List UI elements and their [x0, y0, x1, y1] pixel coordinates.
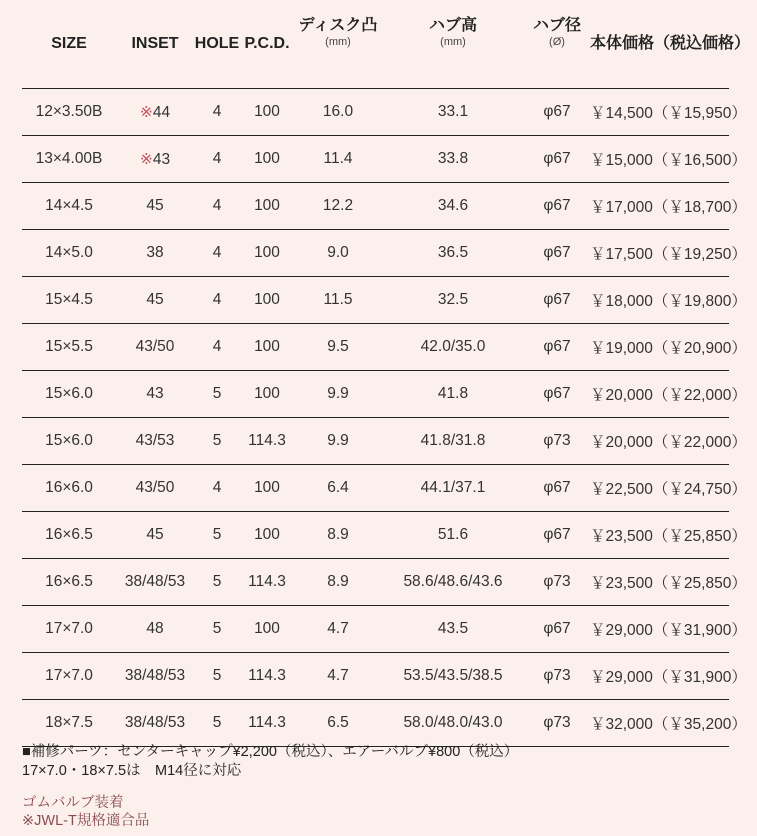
cell-hub-height: 43.5	[382, 606, 524, 653]
cell-size: 17×7.0	[22, 653, 116, 700]
cell-disk: 11.4	[294, 136, 382, 183]
table-row	[22, 89, 729, 136]
cell-hub-height: 53.5/43.5/38.5	[382, 653, 524, 700]
note-repair-parts: ■補修パーツ：センターキャップ¥2,200（税込）、エアーバルブ¥800（税込）	[22, 744, 519, 760]
cell-price: ￥14,500（￥15,950）	[590, 89, 729, 136]
cell-inset	[116, 277, 194, 324]
cell-pcd: 100	[240, 136, 294, 183]
cell-size: 18×7.5	[22, 700, 116, 747]
inset-value: 48	[146, 620, 164, 637]
header-disk-unit: (mm)	[325, 35, 351, 48]
cell-pcd: 100	[240, 465, 294, 512]
cell-hub-dia: φ73	[524, 418, 590, 465]
cell-price: ￥22,500（￥24,750）	[590, 465, 729, 512]
header-hub-height-unit: (mm)	[440, 35, 466, 48]
cell-disk: 8.9	[294, 559, 382, 606]
cell-size: 15×6.0	[22, 371, 116, 418]
cell-disk: 16.0	[294, 89, 382, 136]
cell-hole: 4	[194, 277, 240, 324]
cell-hole: 4	[194, 465, 240, 512]
cell-hole: 5	[194, 559, 240, 606]
cell-inset	[116, 606, 194, 653]
cell-hub-height: 41.8	[382, 371, 524, 418]
cell-size: 15×5.5	[22, 324, 116, 371]
cell-inset	[116, 700, 194, 747]
cell-price: ￥29,000（￥31,900）	[590, 606, 729, 653]
cell-pcd: 114.3	[240, 418, 294, 465]
cell-hole: 4	[194, 230, 240, 277]
cell-size: 12×3.50B	[22, 89, 116, 136]
cell-hub-height: 42.0/35.0	[382, 324, 524, 371]
inset-value: 45	[146, 526, 164, 543]
cell-hub-dia: φ73	[524, 653, 590, 700]
cell-hub-dia: φ67	[524, 465, 590, 512]
cell-disk: 6.5	[294, 700, 382, 747]
table-row	[22, 512, 729, 559]
cell-disk: 9.0	[294, 230, 382, 277]
table-row	[22, 418, 729, 465]
cell-pcd: 100	[240, 230, 294, 277]
cell-hub-dia: φ67	[524, 89, 590, 136]
cell-hole: 4	[194, 324, 240, 371]
cell-price: ￥18,000（￥19,800）	[590, 277, 729, 324]
table-row	[22, 324, 729, 371]
cell-inset	[116, 418, 194, 465]
cell-inset	[116, 371, 194, 418]
cell-inset	[116, 89, 194, 136]
header-hub-dia	[524, 0, 590, 89]
cell-price: ￥23,500（￥25,850）	[590, 559, 729, 606]
inset-value: 43/50	[135, 479, 175, 496]
header-disk	[294, 0, 382, 89]
header-hub-dia-unit: (Ø)	[549, 35, 565, 48]
table-row	[22, 277, 729, 324]
header-size: SIZE	[22, 0, 116, 89]
cell-disk: 12.2	[294, 183, 382, 230]
header-pcd: P.C.D.	[240, 0, 294, 89]
header-inset: INSET	[116, 0, 194, 89]
cell-price: ￥17,500（￥19,250）	[590, 230, 729, 277]
inset-value: 38/48/53	[124, 573, 186, 590]
cell-inset	[116, 512, 194, 559]
table-row	[22, 559, 729, 606]
table-row	[22, 700, 729, 747]
cell-disk: 9.9	[294, 418, 382, 465]
cell-hub-dia: φ67	[524, 136, 590, 183]
cell-inset	[116, 324, 194, 371]
cell-hole: 4	[194, 183, 240, 230]
cell-inset	[116, 183, 194, 230]
cell-disk: 4.7	[294, 606, 382, 653]
cell-price: ￥19,000（￥20,900）	[590, 324, 729, 371]
cell-inset	[116, 230, 194, 277]
cell-disk: 11.5	[294, 277, 382, 324]
cell-size: 14×4.5	[22, 183, 116, 230]
inset-value: 45	[146, 291, 164, 308]
cell-pcd: 114.3	[240, 700, 294, 747]
cell-hub-dia: φ73	[524, 700, 590, 747]
cell-pcd: 100	[240, 371, 294, 418]
cell-price: ￥17,000（￥18,700）	[590, 183, 729, 230]
cell-pcd: 114.3	[240, 559, 294, 606]
cell-hub-dia: φ67	[524, 606, 590, 653]
cell-disk: 9.9	[294, 371, 382, 418]
cell-hub-dia: φ67	[524, 371, 590, 418]
cell-hub-dia: φ67	[524, 230, 590, 277]
cell-hub-height: 33.8	[382, 136, 524, 183]
cell-hub-height: 41.8/31.8	[382, 418, 524, 465]
cell-size: 13×4.00B	[22, 136, 116, 183]
cell-disk: 6.4	[294, 465, 382, 512]
cell-inset	[116, 559, 194, 606]
inset-value: 43/50	[135, 338, 175, 355]
inset-value: 38/48/53	[124, 667, 186, 684]
cell-size: 16×6.0	[22, 465, 116, 512]
table-row	[22, 465, 729, 512]
cell-pcd: 100	[240, 183, 294, 230]
cell-hub-height: 33.1	[382, 89, 524, 136]
header-hub-height	[382, 0, 524, 89]
cell-price: ￥20,000（￥22,000）	[590, 418, 729, 465]
inset-value: 38	[146, 244, 164, 261]
cell-inset	[116, 465, 194, 512]
header-disk-label: ディスク凸	[298, 17, 378, 34]
notes-block	[22, 743, 518, 781]
notes-accent-block	[22, 794, 149, 830]
cell-pcd: 100	[240, 606, 294, 653]
table-row	[22, 230, 729, 277]
cell-price: ￥15,000（￥16,500）	[590, 136, 729, 183]
cell-hole: 5	[194, 512, 240, 559]
inset-value: 44	[152, 103, 171, 121]
cell-pcd: 100	[240, 89, 294, 136]
cell-size: 17×7.0	[22, 606, 116, 653]
spec-table	[22, 0, 751, 747]
cell-hole: 5	[194, 700, 240, 747]
cell-inset	[116, 653, 194, 700]
cell-hole: 5	[194, 653, 240, 700]
cell-size: 16×6.5	[22, 512, 116, 559]
cell-hub-height: 44.1/37.1	[382, 465, 524, 512]
cell-size: 16×6.5	[22, 559, 116, 606]
cell-disk: 4.7	[294, 653, 382, 700]
cell-hub-height: 51.6	[382, 512, 524, 559]
cell-size: 14×5.0	[22, 230, 116, 277]
cell-hub-dia: φ67	[524, 324, 590, 371]
cell-hole: 4	[194, 89, 240, 136]
cell-hub-dia: φ67	[524, 277, 590, 324]
cell-price: ￥20,000（￥22,000）	[590, 371, 729, 418]
header-row	[22, 0, 729, 89]
inset-value: 43	[152, 150, 171, 168]
note-jwl-t: ※JWL-T規格適合品	[22, 813, 150, 829]
cell-size: 15×6.0	[22, 418, 116, 465]
table-row	[22, 653, 729, 700]
inset-value: 43	[146, 385, 164, 402]
spec-table-body	[22, 89, 747, 747]
table-row	[22, 183, 729, 230]
cell-hub-dia: φ67	[524, 512, 590, 559]
header-price: 本体価格（税込価格）	[590, 0, 729, 89]
cell-price: ￥32,000（￥35,200）	[590, 700, 729, 747]
cell-hole: 5	[194, 371, 240, 418]
inset-value: 45	[146, 197, 164, 214]
jwl-mark: ※	[139, 103, 153, 121]
cell-pcd: 114.3	[240, 653, 294, 700]
note-m14: 17×7.0・18×7.5は M14径に対応	[22, 763, 242, 779]
cell-hub-height: 34.6	[382, 183, 524, 230]
cell-hole: 5	[194, 418, 240, 465]
cell-hub-height: 36.5	[382, 230, 524, 277]
cell-hub-height: 32.5	[382, 277, 524, 324]
cell-pcd: 100	[240, 324, 294, 371]
cell-inset	[116, 136, 194, 183]
table-row	[22, 606, 729, 653]
cell-hub-height: 58.0/48.0/43.0	[382, 700, 524, 747]
jwl-mark: ※	[139, 150, 153, 168]
cell-disk: 9.5	[294, 324, 382, 371]
header-hub-dia-label: ハブ径	[532, 17, 581, 34]
cell-hole: 5	[194, 606, 240, 653]
note-rubber-valve: ゴムバルブ装着	[22, 795, 124, 811]
cell-pcd: 100	[240, 277, 294, 324]
inset-value: 43/53	[135, 432, 175, 449]
cell-hub-dia: φ67	[524, 183, 590, 230]
cell-hole: 4	[194, 136, 240, 183]
table-row	[22, 371, 729, 418]
cell-hub-height: 58.6/48.6/43.6	[382, 559, 524, 606]
cell-price: ￥23,500（￥25,850）	[590, 512, 729, 559]
cell-size: 15×4.5	[22, 277, 116, 324]
inset-value: 38/48/53	[124, 714, 186, 731]
header-hole: HOLE	[194, 0, 240, 89]
header-hub-height-label: ハブ高	[428, 17, 477, 34]
cell-hub-dia: φ73	[524, 559, 590, 606]
table-row	[22, 136, 729, 183]
cell-pcd: 100	[240, 512, 294, 559]
cell-price: ￥29,000（￥31,900）	[590, 653, 729, 700]
cell-disk: 8.9	[294, 512, 382, 559]
